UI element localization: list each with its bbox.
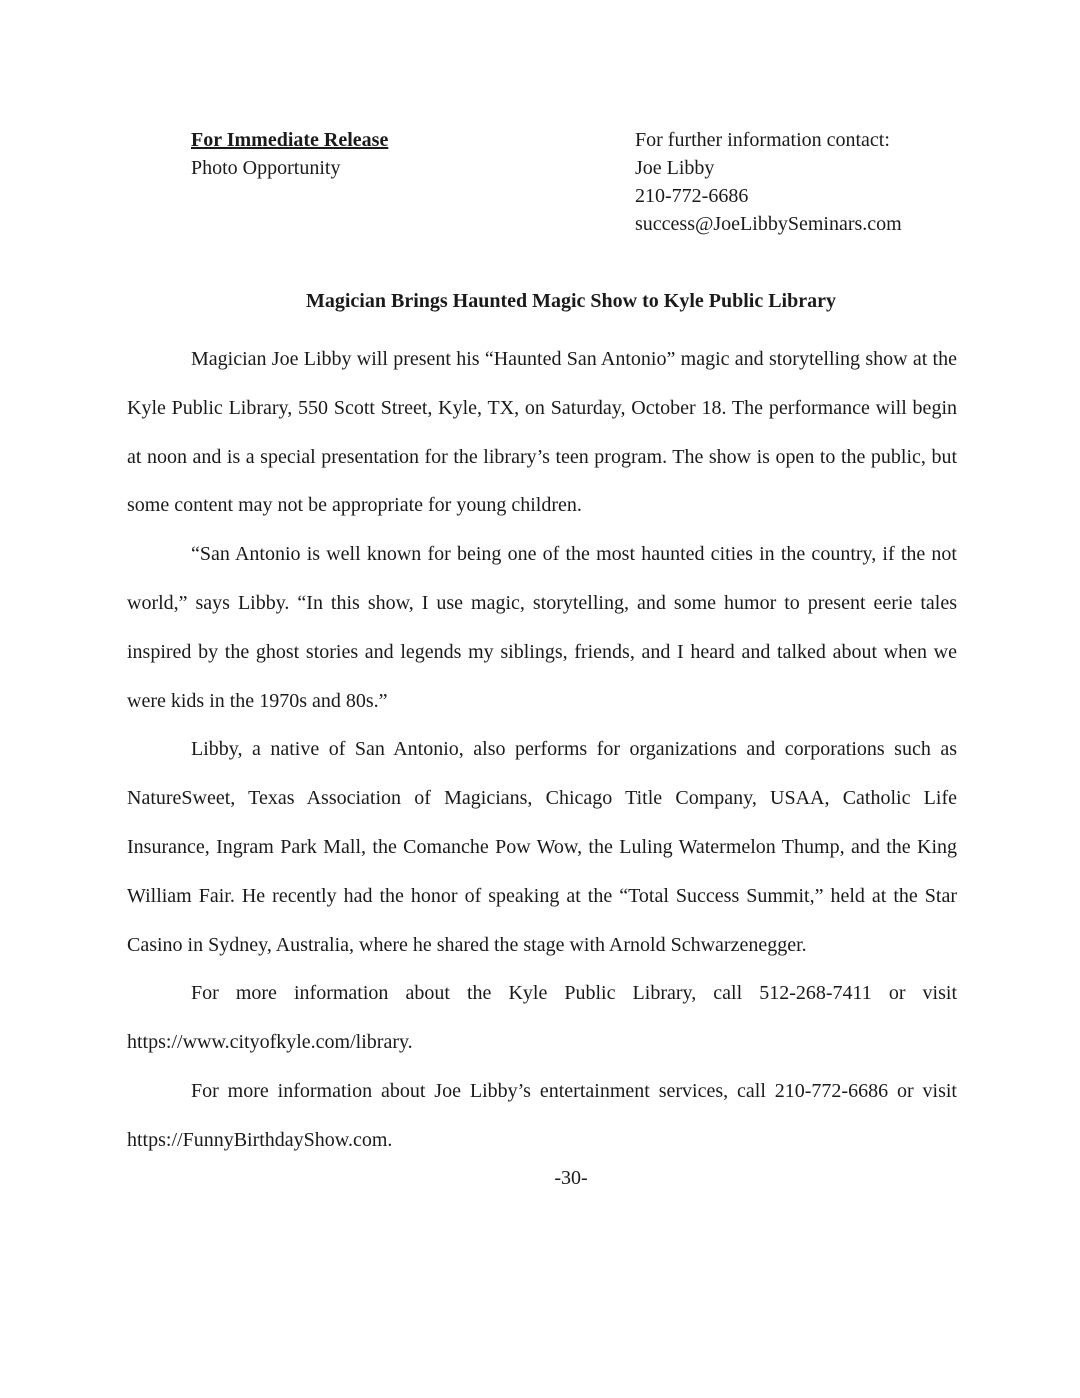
paragraph-3: Libby, a native of San Antonio, also performs for organizations and corporations such as NatureSweet, Texas Association of Magicians, Chicago Title Company, USAA, Catholic Life Insurance, Ingram Park Mall, the Comanche Pow Wow, the Luling Watermelon Thump, and the King William Fair. He recently had the honor of speaking at the “Total Success Summit,” held at the Star Casino in Sydney, Australia, where he shared the stage with Arnold Schwarzenegger. bbox=[127, 738, 957, 956]
contact-name: Joe Libby bbox=[635, 157, 715, 179]
release-info bbox=[191, 126, 388, 182]
paragraph-1: Magician Joe Libby will present his “Haunted San Antonio” magic and storytelling show at the Kyle Public Library, 550 Scott Street, Kyle, TX, on Saturday, October 18. The performance will begin at noon and is a special presentation for the library’s teen program. The show is open to the public, but some content may not be appropriate for young children. bbox=[127, 348, 957, 517]
contact-email: success@JoeLibbySeminars.com bbox=[635, 213, 902, 235]
headline: Magician Brings Haunted Magic Show to Kyle Public Library bbox=[305, 290, 836, 312]
contact-phone: 210-772-6686 bbox=[635, 185, 749, 207]
release-subtitle: Photo Opportunity bbox=[191, 157, 341, 179]
release-label: For Immediate Release bbox=[191, 129, 389, 151]
body-text bbox=[127, 335, 957, 1165]
contact-label: For further information contact: bbox=[635, 129, 890, 151]
paragraph-5: For more information about Joe Libby’s entertainment services, call 210-772-6686 or visit https://FunnyBirthdayShow.com. bbox=[127, 1079, 957, 1151]
paragraph-2: “San Antonio is well known for being one of the most haunted cities in the country, if the not world,” says Libby. “In this show, I use magic, storytelling, and some humor to present eerie tales inspired by the ghost stories and legends my siblings, friends, and I heard and talked about when we were kids in the 1970s and 80s.” bbox=[127, 543, 957, 712]
end-marker: -30- bbox=[554, 1167, 588, 1189]
contact-info bbox=[635, 126, 902, 238]
paragraph-4: For more information about the Kyle Public Library, call 512-268-7411 or visit https://www.cityofkyle.com/library. bbox=[127, 982, 957, 1054]
